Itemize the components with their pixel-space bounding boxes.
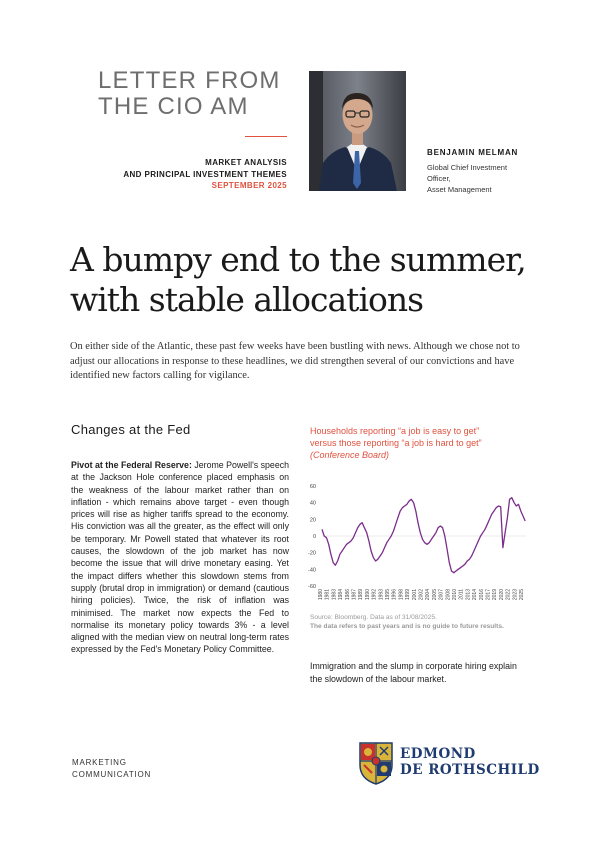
x-tick-label: 2022: [505, 589, 512, 601]
chart-title: [310, 425, 540, 461]
headline: [70, 240, 550, 320]
chart-disclaimer: The data refers to past years and is no guide to future results.: [310, 623, 504, 630]
y-tick-label: 40: [309, 500, 316, 507]
y-tick-label: -20: [308, 550, 316, 557]
brand-line-1: EDMOND: [400, 746, 476, 762]
x-tick-label: 2019: [492, 589, 499, 601]
chart-caption: Immigration and the slump in corporate hiring explain the slowdown of the labour market.: [310, 661, 517, 684]
chart-series-line: [322, 498, 525, 573]
x-tick-label: 2001: [411, 589, 418, 601]
chart-title-line-2: versus those reporting “a job is hard to get”: [310, 438, 482, 448]
x-tick-label: 2007: [438, 589, 445, 601]
x-tick-label: 2017: [485, 589, 492, 601]
y-tick-label: 0: [312, 534, 316, 540]
x-tick-label: 2023: [512, 589, 519, 601]
publication-subtitle-line-2: AND PRINCIPAL INVESTMENT THEMES: [123, 169, 287, 179]
x-tick-label: 1987: [351, 589, 358, 601]
intro-paragraph: On either side of the Atlantic, these past few weeks have been bustling with news. Although we chose not to adjust our allocations in response to these headlines, we did strengthen several of our convictions and have identified new factors calling for vigilance.: [70, 341, 520, 381]
x-tick-label: 1995: [385, 589, 392, 601]
author-role-line: Officer,: [427, 174, 451, 183]
publication-date: SEPTEMBER 2025: [211, 181, 287, 190]
x-tick-label: 2013: [465, 589, 472, 601]
x-tick-label: 2020: [498, 589, 505, 601]
x-tick-label: 2010: [452, 589, 459, 601]
x-tick-label: 1981: [324, 589, 331, 601]
y-tick-label: 20: [309, 517, 316, 524]
chart: [300, 476, 530, 608]
x-tick-label: 1990: [364, 589, 371, 601]
marketing-communication-label: [72, 757, 151, 780]
chart-source: [310, 613, 525, 631]
x-tick-label: 2014: [472, 589, 479, 601]
author-role: [427, 162, 537, 195]
x-tick-label: 1984: [338, 589, 345, 601]
x-tick-label: 1996: [391, 589, 398, 601]
x-tick-label: 2005: [431, 589, 438, 601]
author-portrait: [309, 71, 406, 191]
x-tick-label: 2016: [478, 589, 485, 601]
x-tick-label: 2004: [425, 589, 432, 601]
brand-name: [400, 746, 540, 778]
y-tick-label: -60: [308, 584, 316, 590]
y-tick-label: 60: [309, 484, 316, 490]
x-tick-label: 2002: [418, 589, 425, 601]
body-paragraph: [71, 459, 289, 656]
section-heading: Changes at the Fed: [71, 422, 191, 437]
x-tick-label: 1983: [331, 589, 338, 601]
edmond-de-rothschild-crest-icon: [358, 741, 394, 785]
chart-source-name: (Conference Board): [310, 450, 390, 460]
body-lead: Pivot at the Federal Reserve:: [71, 460, 192, 470]
author-role-line: Global Chief Investment: [427, 163, 508, 172]
title-divider: [245, 136, 287, 137]
x-tick-label: 2008: [445, 589, 452, 601]
publication-subtitle-line-1: MARKET ANALYSIS: [205, 158, 287, 167]
y-tick-label: -40: [308, 567, 316, 574]
letter-title: LETTER FROM THE CIO AM: [98, 67, 281, 120]
brand-line-2: DE ROTHSCHILD: [400, 762, 540, 778]
x-tick-label: 1999: [405, 589, 412, 601]
marketing-line-2: COMMUNICATION: [72, 769, 152, 779]
author-name: BENJAMIN MELMAN: [427, 148, 519, 157]
chart-title-line-1: Households reporting “a job is easy to get”: [310, 426, 480, 436]
headline-line-2: with stable allocations: [70, 280, 424, 319]
body-text: Jerome Powell's speech at the Jackson Hole conference placed emphasis on the weakness of the labour market rather than on inflation - which remains above target - even though prices will rise as higher tariffs spread to the economy. His conviction was all the greater, as the effect will only be temporary. Mr Powell stated that whatever its root causes, the slowdown of the job market has now become the issue that will drive monetary easing. Yet the impact differs whether this slowdown stems from supply (brutal drop in immigration) or demand (cautious hiring policies). Twice, the risk of inflation was minimised. The market now expects the Fed to normalise its monetary policy towards 3% - a level aligned with the median view on neutral long-term rates expressed by the Fed's Monetary Policy Committee.: [71, 460, 290, 655]
x-tick-label: 1986: [344, 589, 351, 601]
publication-info: [100, 157, 287, 192]
marketing-line-1: MARKETING: [72, 758, 127, 767]
x-tick-label: 1998: [398, 589, 405, 601]
x-tick-label: 2025: [519, 589, 526, 601]
x-tick-label: 1993: [378, 589, 385, 601]
chart-source-line: Source: Bloomberg. Data as of 31/08/2025.: [310, 614, 437, 621]
x-tick-label: 2011: [458, 589, 465, 600]
author-portrait-image: [309, 71, 406, 191]
x-tick-label: 1980: [318, 589, 324, 601]
headline-line-1: A bumpy end to the summer,: [70, 240, 526, 279]
author-role-line: Asset Management: [427, 185, 492, 194]
x-tick-label: 1992: [371, 589, 378, 601]
x-tick-label: 1989: [358, 589, 365, 601]
